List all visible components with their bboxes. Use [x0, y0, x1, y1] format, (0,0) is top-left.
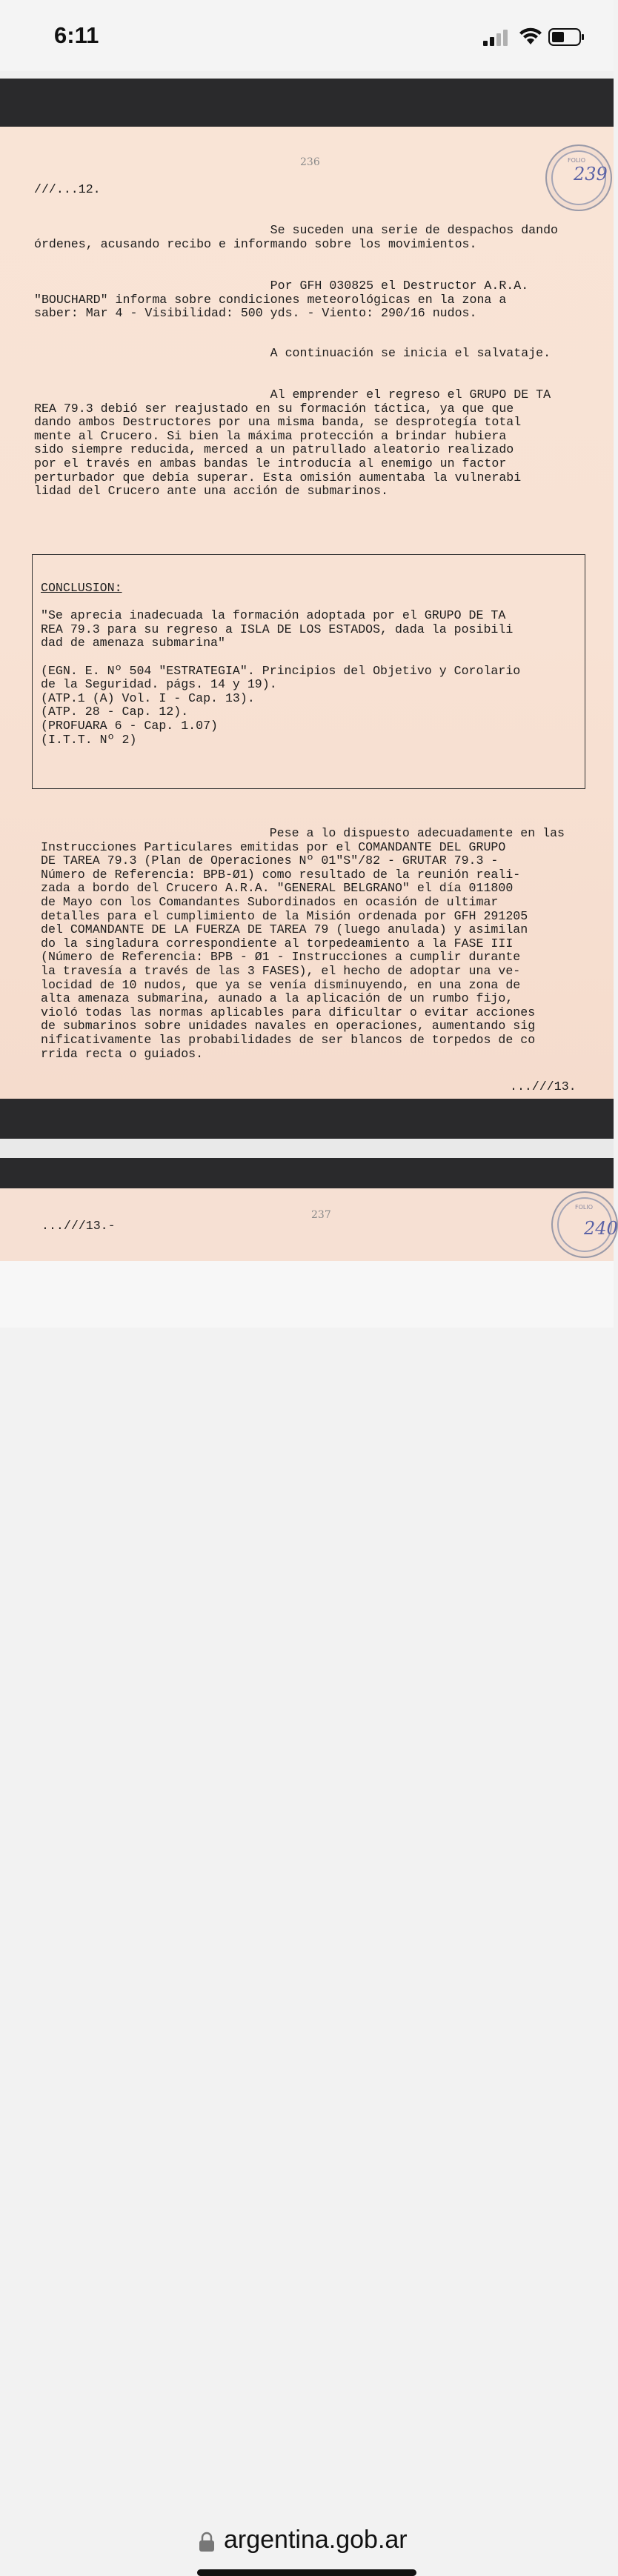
reference-line: (I.T.T. Nº 2)	[41, 732, 137, 747]
text-line: mente al Crucero. Si bien la máxima protección a brindar hubiera	[34, 428, 507, 443]
battery-icon	[548, 28, 585, 46]
conclusion-box	[32, 554, 585, 789]
status-bar	[0, 0, 614, 71]
conclusion-heading: CONCLUSION:	[41, 581, 122, 595]
quote-line: REA 79.3 para su regreso a ISLA DE LOS ESTADOS, dada la posibili	[41, 622, 514, 636]
text-line: perturbador que debía superar. Esta omisión aumentaba la vulnerabi	[34, 470, 522, 485]
paragraph-4	[34, 388, 551, 499]
browser-address-bar[interactable]	[0, 1261, 614, 2554]
text-line: Número de Referencia: BPB-Ø1) como resultado de la reunión reali-	[41, 867, 521, 882]
text-line: "BOUCHARD" informa sobre condiciones meteorológicas en la zona a	[34, 292, 507, 307]
lock-icon	[199, 2532, 215, 2552]
text-line: zada a bordo del Crucero A.R.A. "GENERAL BELGRANO" el día 011800	[41, 881, 514, 896]
paragraph-1	[34, 224, 558, 251]
reference-line: (ATP.1 (A) Vol. I - Cap. 13).	[41, 690, 255, 705]
handwritten-page-number: 237	[311, 1209, 331, 1221]
paragraph-2	[34, 279, 528, 321]
text-line: do la singladura correspondiente al torpedeamiento a la FASE III	[41, 936, 514, 951]
folio-stamp	[551, 1191, 618, 1258]
paragraph-3	[34, 347, 551, 361]
text-line: Pese a lo dispuesto adecuadamente en las	[41, 826, 565, 840]
folio-stamp	[545, 144, 612, 211]
page-footer: ...///13.	[510, 1079, 577, 1094]
text-line: DE TAREA 79.3 (Plan de Operaciones Nº 01"S"/82 - GRUTAR 79.3 -	[41, 853, 499, 868]
reference-line: de la Seguridad. págs. 14 y 19).	[41, 677, 277, 692]
text-line: Se suceden una serie de despachos dando	[34, 223, 559, 237]
page-header: ...///13.-	[41, 1219, 116, 1233]
text-line: A continuación se inicia el salvataje.	[34, 346, 551, 360]
paragraph-final	[41, 827, 565, 1061]
wifi-icon	[519, 27, 542, 46]
text-line: sido siempre reducida, merced a un patrullado aleatorio realizado	[34, 442, 514, 457]
previous-page-edge	[0, 71, 614, 79]
text-line: por el través en ambas bandas le introducía al enemigo un factor	[34, 456, 507, 470]
handwritten-page-number: 236	[300, 156, 320, 168]
reference-line: (PROFUARA 6 - Cap. 1.07)	[41, 718, 218, 733]
home-indicator[interactable]	[197, 2569, 416, 2576]
quote-line: dad de amenaza submarina"	[41, 636, 225, 650]
text-line: de submarinos sobre unidades navales en operaciones, aumentando sig	[41, 1019, 536, 1034]
page-separator	[0, 1139, 614, 1158]
signal-icon	[483, 30, 508, 46]
document-page-13	[0, 1188, 618, 1270]
text-line: del COMANDANTE DE LA FUERZA DE TAREA 79 (luego anulada) y asimilan	[41, 922, 528, 937]
text-line: (Número de Referencia: BPB - Ø1 - Instrucciones a cumplir durante	[41, 950, 521, 965]
stamp-number: 239	[574, 164, 608, 184]
text-line: Instrucciones Particulares emitidas por el COMANDANTE DEL GRUPO	[41, 839, 506, 854]
text-line: Por GFH 030825 el Destructor A.R.A.	[34, 279, 529, 293]
text-line: saber: Mar 4 - Visibilidad: 500 yds. - Viento: 290/16 nudos.	[34, 306, 477, 321]
reference-line: (ATP. 28 - Cap. 12).	[41, 705, 189, 719]
text-line: REA 79.3 debió ser reajustado en su formación táctica, ya que que	[34, 401, 514, 416]
stamp-label: FOLIO	[575, 1204, 594, 1211]
text-line: nificativamente las probabilidades de ser blancos de torpedos de co	[41, 1032, 536, 1047]
text-line: lidad del Crucero ante una acción de submarinos.	[34, 484, 388, 499]
text-line: órdenes, acusando recibo e informando sobre los movimientos.	[34, 236, 477, 251]
text-line: rrida recta o guiados.	[41, 1046, 204, 1061]
text-line: dando ambos Destructores por una misma banda, se desprotegía total	[34, 415, 522, 430]
stamp-label: FOLIO	[568, 157, 586, 164]
status-time: 6:11	[54, 22, 99, 48]
text-line: la travesía a través de las 3 FASES), el hecho de adoptar una ve-	[41, 963, 521, 978]
text-line: detalles para el cumplimiento de la Misión ordenada por GFH 291205	[41, 908, 528, 923]
text-line: locidad de 10 nudos, que ya se venía disminuyendo, en una zona de	[41, 977, 521, 992]
stamp-number: 240	[584, 1218, 618, 1239]
text-line: alta amenaza submarina, aunado a la aplicación de un rumbo fijo,	[41, 991, 514, 1006]
url-text[interactable]: argentina.gob.ar	[224, 2526, 408, 2554]
text-line: Al emprender el regreso el GRUPO DE TA	[34, 387, 551, 402]
reference-line: (EGN. E. Nº 504 "ESTRATEGIA". Principios del Objetivo y Corolario	[41, 663, 521, 678]
quote-line: "Se aprecia inadecuada la formación adoptada por el GRUPO DE TA	[41, 608, 506, 623]
text-line: de Mayo con los Comandantes Subordinados en ocasión de ultimar	[41, 894, 499, 909]
page-header: ///...12.	[34, 182, 101, 196]
text-line: violó todas las normas aplicables para dificultar o evitar acciones	[41, 1005, 536, 1019]
